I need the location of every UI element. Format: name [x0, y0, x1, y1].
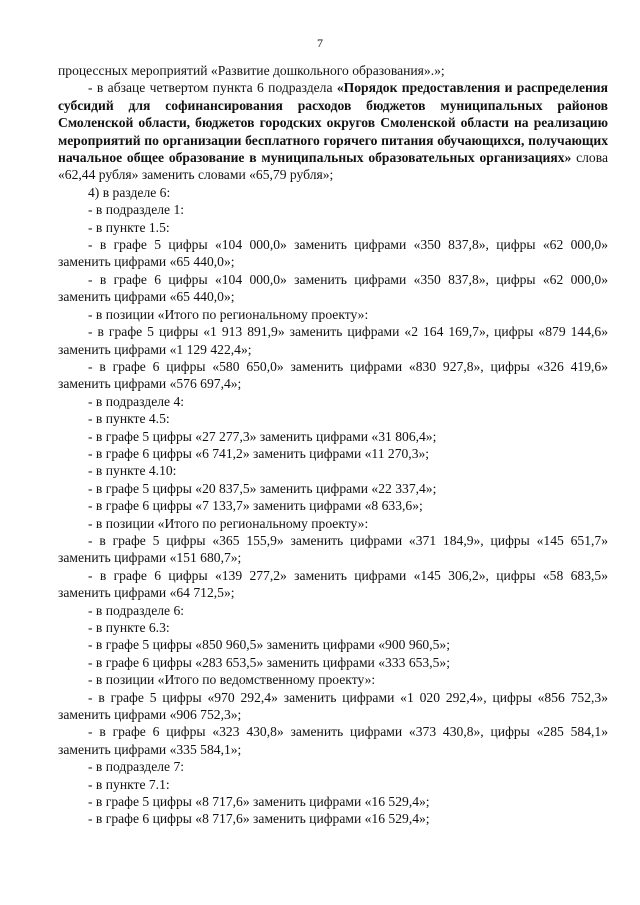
paragraph: - в пункте 1.5: [88, 219, 170, 235]
paragraph: - в графе 5 цифры «27 277,3» заменить цифрами «31 806,4»; [88, 428, 437, 444]
paragraph: - в графе 6 цифры «104 000,0» заменить цифрами «350 837,8», цифры «62 000,0» заменить цифрами «65 440,0»; [58, 271, 608, 305]
paragraph: - в подразделе 6: [88, 602, 185, 618]
paragraph: - в графе 6 цифры «139 277,2» заменить цифрами «145 306,2», цифры «58 683,5» заменить цифрами «64 712,5»; [58, 567, 608, 601]
paragraph: - в подразделе 4: [88, 393, 185, 409]
paragraph-amendment-heading [58, 79, 608, 183]
paragraph: - в графе 5 цифры «970 292,4» заменить цифрами «1 020 292,4», цифры «856 752,3» заменить цифрами «906 752,3»; [58, 689, 608, 723]
paragraph: - в графе 6 цифры «7 133,7» заменить цифрами «8 633,6»; [88, 498, 423, 514]
paragraph: - в графе 5 цифры «104 000,0» заменить цифрами «350 837,8», цифры «62 000,0» заменить цифрами «65 440,0»; [58, 237, 608, 270]
paragraph: - в пункте 6.3: [88, 620, 170, 635]
paragraph: 4) в разделе 6: [88, 184, 171, 200]
document-body [58, 62, 608, 828]
paragraph-text: слова «62,44 рубля» заменить словами «65,79 рубля»; [58, 150, 608, 183]
page-number: 7 [317, 36, 323, 50]
paragraph: - в графе 5 цифры «850 960,5» заменить цифрами «900 960,5»; [88, 637, 450, 653]
paragraph: - в пункте 7.1: [88, 776, 170, 792]
paragraph: - в позиции «Итого по региональному проекту»: [88, 515, 369, 531]
paragraph-text: - в абзаце четвертом пункта 6 подраздела [88, 80, 337, 96]
paragraph: - в подразделе 1: [88, 202, 185, 218]
paragraph: - в позиции «Итого по ведомственному проекту»: [88, 672, 376, 688]
paragraph: - в графе 6 цифры «580 650,0» заменить цифрами «830 927,8», цифры «326 419,6» заменить цифрами «576 697,4»; [58, 358, 608, 392]
section-title-bold: «Порядок предоставления и распределения субсидий для софинансирования расходов бюджетов муниципальных районов Смоленской области, бюджетов городских округов Смоленской области на реализацию мероприятий по организации бесплатного горячего питания обучающихся, получающих начальное общее образование в муниципальных образовательных организациях» [58, 80, 608, 166]
paragraph: - в пункте 4.5: [88, 411, 170, 427]
paragraph: процессных мероприятий «Развитие дошкольного образования».»; [58, 63, 445, 78]
paragraph: - в графе 6 цифры «6 741,2» заменить цифрами «11 270,3»; [88, 445, 430, 461]
paragraph: - в графе 6 цифры «323 430,8» заменить цифрами «373 430,8», цифры «285 584,1» заменить цифрами «335 584,1»; [58, 724, 608, 757]
paragraph: - в графе 6 цифры «283 653,5» заменить цифрами «333 653,5»; [88, 654, 450, 670]
paragraph: - в графе 5 цифры «8 717,6» заменить цифрами «16 529,4»; [88, 794, 430, 810]
paragraph: - в позиции «Итого по региональному проекту»: [88, 306, 369, 322]
paragraph: - в графе 6 цифры «8 717,6» заменить цифрами «16 529,4»; [88, 811, 430, 827]
paragraph: - в графе 5 цифры «20 837,5» заменить цифрами «22 337,4»; [88, 480, 437, 496]
paragraph: - в подразделе 7: [88, 759, 185, 775]
paragraph: - в пункте 4.10: [88, 463, 177, 479]
paragraph: - в графе 5 цифры «1 913 891,9» заменить цифрами «2 164 169,7», цифры «879 144,6» заменить цифрами «1 129 422,4»; [58, 324, 608, 357]
paragraph: - в графе 5 цифры «365 155,9» заменить цифрами «371 184,9», цифры «145 651,7» заменить цифрами «151 680,7»; [58, 532, 608, 566]
